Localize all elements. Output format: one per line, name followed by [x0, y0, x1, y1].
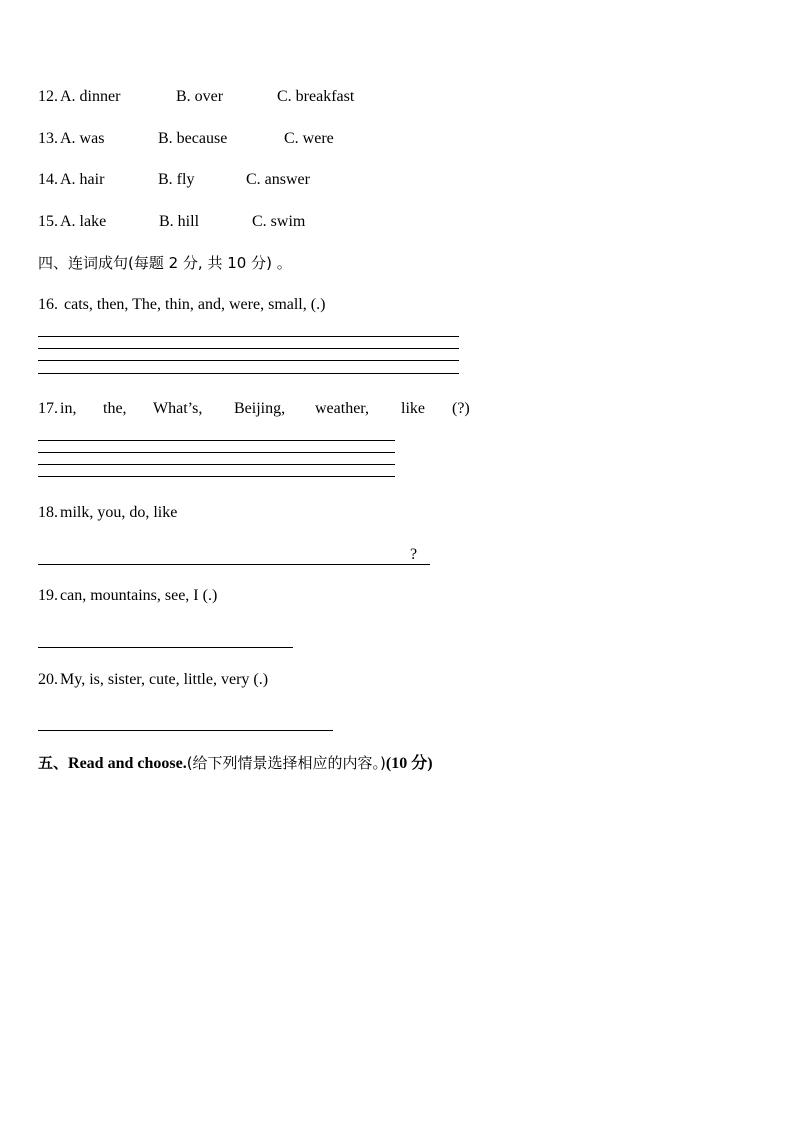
option-c: C. breakfast: [277, 88, 355, 105]
answer-line: [38, 360, 459, 361]
option-b: B. over: [176, 88, 224, 105]
question-word: in,: [60, 400, 77, 417]
option-c: C. were: [284, 130, 334, 147]
answer-line: [38, 336, 459, 337]
section-4-heading: 四、连词成句(每题 2 分, 共 10 分) 。: [38, 254, 292, 272]
option-b: B. because: [158, 130, 228, 147]
answer-line: [38, 647, 293, 648]
question-word: (?): [452, 400, 470, 417]
question-number: 18.: [38, 504, 58, 521]
question-number: 12.: [38, 88, 58, 105]
question-number: 14.: [38, 171, 58, 188]
section-5-title-en: Read and choose.: [68, 755, 187, 772]
question-number: 17.: [38, 400, 58, 417]
end-punctuation: ?: [410, 546, 418, 563]
option-a: A. hair: [60, 171, 105, 188]
option-a: A. dinner: [60, 88, 121, 105]
question-word: the,: [103, 400, 127, 417]
question-words: can, mountains, see, I (.): [60, 587, 218, 604]
option-c: C. answer: [246, 171, 310, 188]
answer-line: [38, 476, 395, 477]
section-5-prefix: 五、: [38, 754, 69, 772]
question-word: Beijing,: [234, 400, 286, 417]
question-number: 20.: [38, 671, 58, 688]
section-5-heading: [38, 753, 433, 774]
option-a: A. lake: [60, 213, 107, 230]
section-5-title-cn: (给下列情景选择相应的内容。): [186, 754, 386, 772]
question-number: 13.: [38, 130, 58, 147]
question-words: My, is, sister, cute, little, very (.): [60, 671, 269, 688]
question-number: 19.: [38, 587, 58, 604]
question-number: 15.: [38, 213, 58, 230]
section-5-points: (10 分): [385, 755, 433, 772]
option-c: C. swim: [252, 213, 306, 230]
question-word: weather,: [315, 400, 369, 417]
answer-line: [38, 440, 395, 441]
question-word: What’s,: [153, 400, 203, 417]
answer-line: [38, 464, 395, 465]
question-word: like: [401, 400, 425, 417]
answer-line: [38, 730, 333, 731]
question-words: milk, you, do, like: [60, 504, 178, 521]
question-number: 16.: [38, 296, 58, 313]
answer-line: [38, 564, 430, 565]
answer-line: [38, 373, 459, 374]
option-b: B. fly: [158, 171, 195, 188]
question-words: cats, then, The, thin, and, were, small, (.): [64, 296, 326, 313]
answer-line: [38, 452, 395, 453]
option-a: A. was: [60, 130, 105, 147]
answer-line: [38, 348, 459, 349]
option-b: B. hill: [159, 213, 200, 230]
